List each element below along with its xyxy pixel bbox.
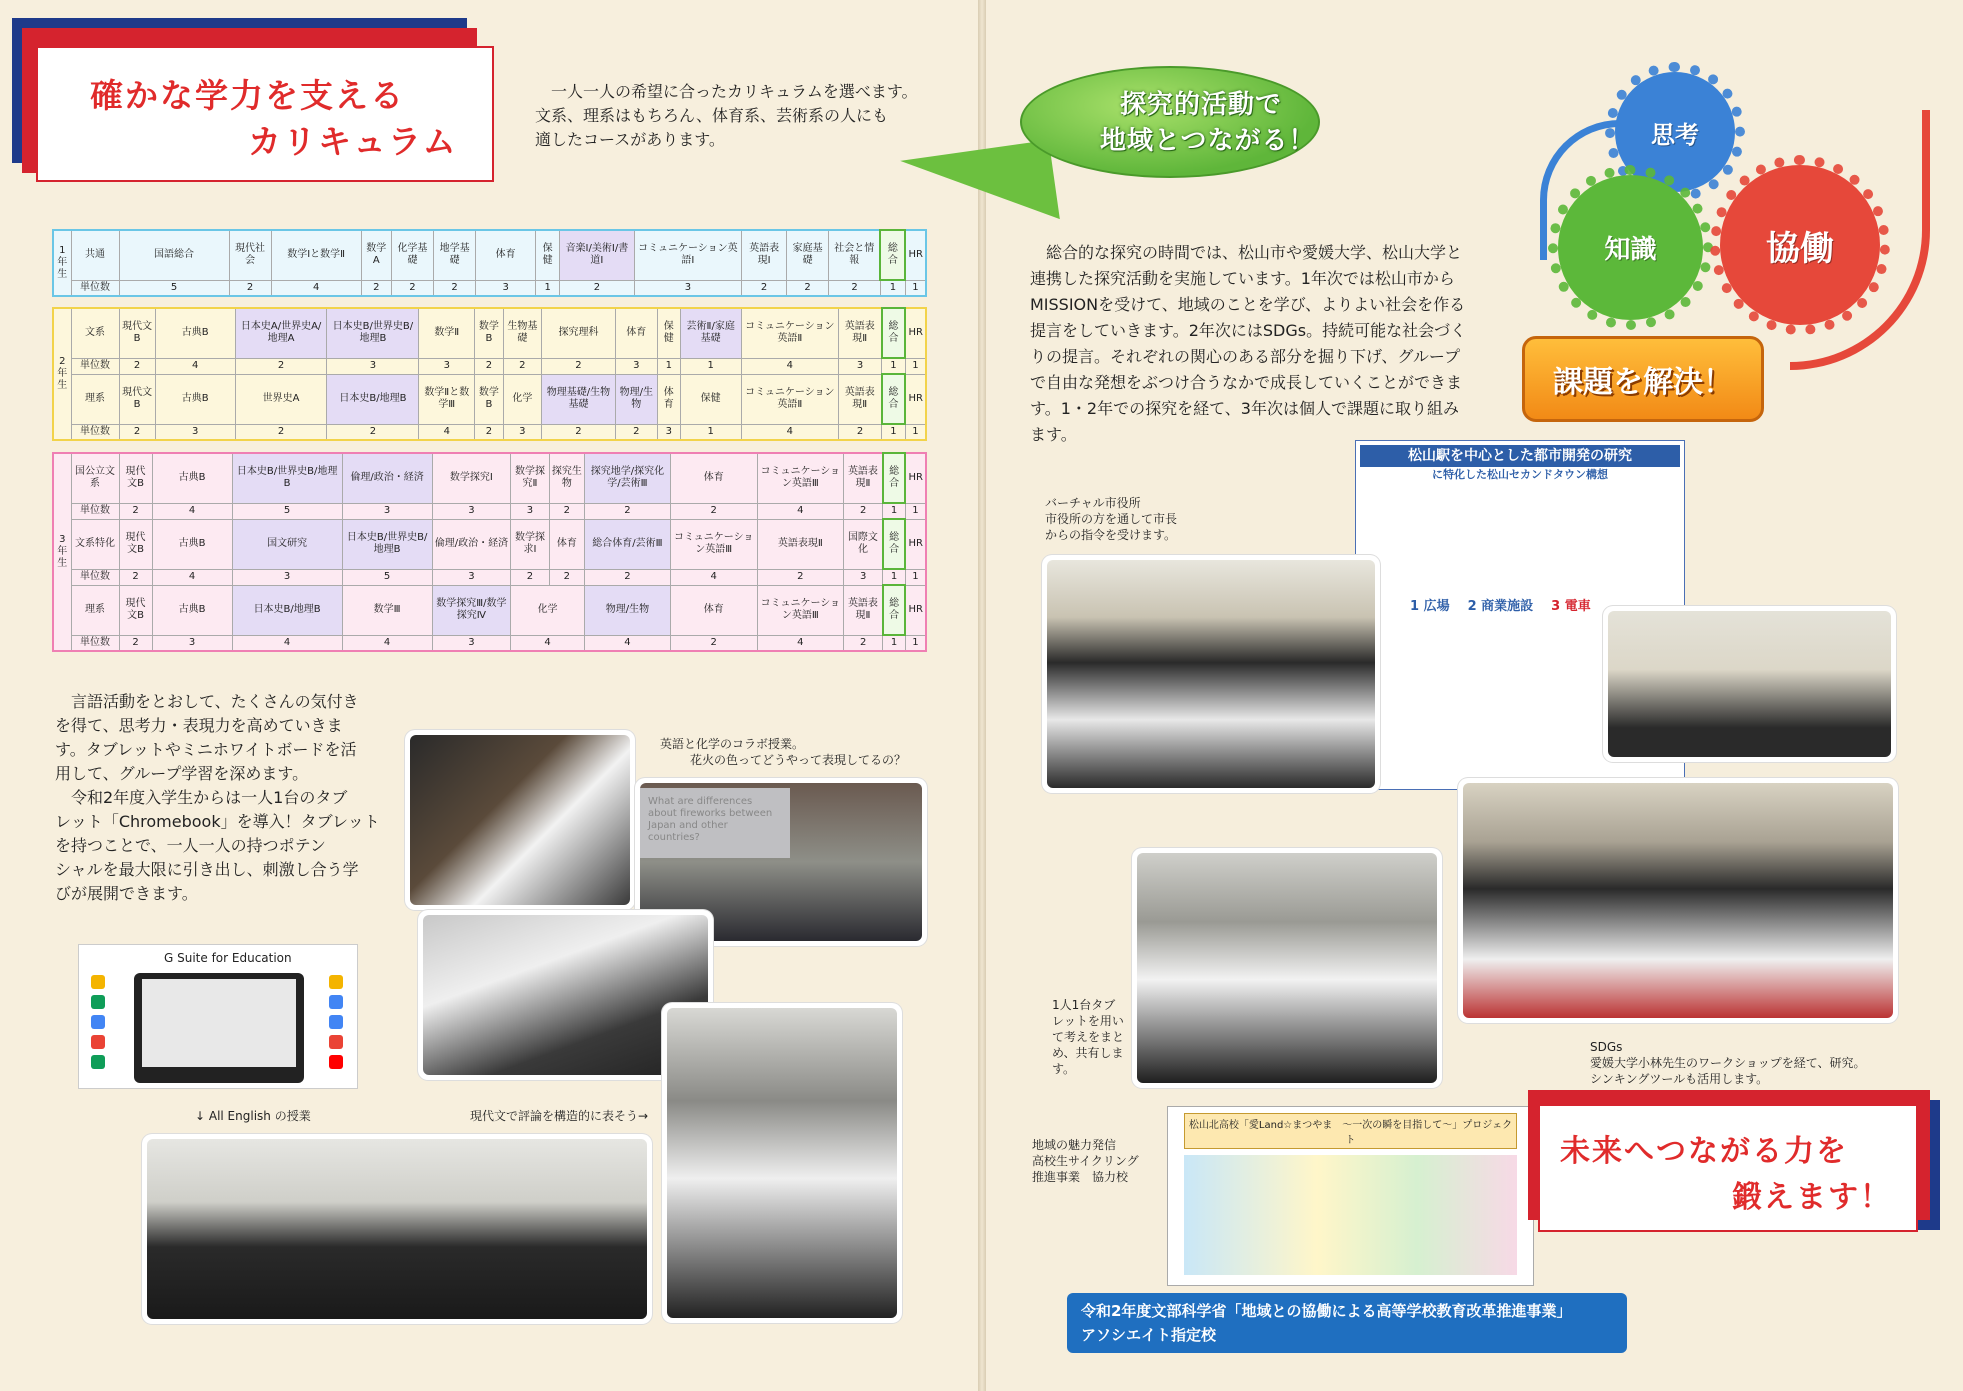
unit-cell: 1 [905, 280, 926, 296]
subject-cell: 化学 [503, 374, 542, 424]
unit-cell: 3 [155, 424, 235, 440]
unit-cell: 3 [615, 358, 657, 374]
subject-cell: 体育 [476, 230, 536, 280]
left-page [0, 0, 980, 1391]
unit-cell: 2 [503, 358, 542, 374]
curriculum-title-box [36, 46, 494, 182]
body-line: 連携した探究活動を実施しています。1年次では松山市から [1030, 269, 1455, 288]
grade-label: 3年生 [53, 453, 71, 651]
subject-cell: 古典B [155, 308, 235, 358]
subject-cell: 芸術Ⅱ/家庭基礎 [680, 308, 741, 358]
caption-line: バーチャル市役所 [1045, 496, 1141, 510]
unit-cell: 2 [119, 358, 155, 374]
subject-cell: 古典B [155, 374, 235, 424]
caption-line: レットを用い [1052, 1014, 1124, 1028]
subject-cell: 数学Ⅲ [342, 585, 432, 635]
grade-label: 1年生 [53, 230, 71, 296]
subject-cell: 体育 [670, 585, 757, 635]
subject-cell: 保健 [657, 308, 680, 358]
unit-cell: 2 [119, 635, 152, 651]
unit-cell: 2 [584, 569, 670, 585]
unit-cell: 1 [883, 503, 906, 519]
para-line: を持つことで、一人一人の持つポテン [55, 836, 326, 855]
unit-cell: 4 [155, 358, 235, 374]
para-line: びが展開できます。 [55, 884, 198, 903]
intro-line: 適したコースがあります。 [535, 130, 725, 149]
subject-cell: HR [905, 308, 926, 358]
units-label: 単位数 [71, 280, 119, 296]
caption-line: 愛媛大学小林先生のワークショップを経て、研究。 [1590, 1056, 1866, 1070]
unit-cell: 4 [152, 569, 232, 585]
subject-cell: 総合 [882, 374, 906, 424]
unit-cell: 3 [419, 358, 475, 374]
modern-japanese-caption: 現代文で評論を構造的に表そう→ [470, 1109, 649, 1123]
subject-cell: 英語表現Ⅱ [844, 585, 883, 635]
caption-line: 高校生サイクリング [1032, 1154, 1139, 1168]
curriculum-title-line2: カリキュラム [248, 122, 458, 161]
unit-cell: 3 [844, 569, 883, 585]
gear-knowledge-label: 知識 [1604, 235, 1657, 265]
subject-cell: 化学基礎 [391, 230, 433, 280]
gsuite-label: G Suite for Education [164, 951, 292, 965]
unit-cell: 2 [584, 503, 670, 519]
unit-cell: 3 [657, 424, 680, 440]
subject-cell: 音楽Ⅰ/美術Ⅰ/書道Ⅰ [560, 230, 634, 280]
unit-cell: 2 [844, 635, 883, 651]
unit-cell: 1 [657, 358, 680, 374]
unit-cell: 1 [880, 280, 905, 296]
poster-label: 2 商業施設 [1467, 599, 1534, 614]
unit-cell: 1 [905, 424, 926, 440]
subject-cell: 現代文B [119, 453, 152, 503]
subject-cell: 数学A [361, 230, 391, 280]
unit-cell: 2 [119, 424, 155, 440]
unit-cell: 2 [475, 424, 503, 440]
project-title: 松山北高校「愛Land☆まつやま ～一次の瞬を目指して～」プロジェクト [1184, 1113, 1517, 1149]
subject-cell: 総合 [883, 585, 906, 635]
future-title-line2: 鍛えます！ [1732, 1180, 1892, 1215]
unit-cell: 4 [152, 503, 232, 519]
caption-line: 地域の魅力発信 [1032, 1138, 1117, 1152]
caption-line: 市役所の方を通して市長 [1045, 512, 1178, 526]
subject-cell: 英語表現Ⅰ [742, 230, 787, 280]
unit-cell: 4 [670, 569, 757, 585]
subject-cell: 物理/生物 [584, 585, 670, 635]
subject-cell: 総合 [883, 519, 906, 569]
subject-cell: 現代文B [119, 585, 152, 635]
unit-cell: 2 [511, 569, 550, 585]
unit-cell: 2 [549, 569, 584, 585]
subject-cell: コミュニケーション英語Ⅱ [741, 374, 838, 424]
unit-cell: 4 [757, 503, 844, 519]
subject-cell: コミュニケーション英語Ⅱ [741, 308, 838, 358]
subject-cell: 数学Ⅱと数学Ⅲ [419, 374, 475, 424]
gsuite-box [78, 944, 358, 1089]
unit-cell: 1 [905, 358, 926, 374]
unit-cell: 1 [536, 280, 560, 296]
students-experiment-photo [405, 730, 635, 910]
subject-cell: 古典B [152, 585, 232, 635]
unit-cell: 2 [838, 424, 881, 440]
subject-cell: HR [905, 374, 926, 424]
unit-cell: 1 [905, 503, 926, 519]
para-line: 令和2年度入学生からは一人1台のタブ [71, 788, 348, 807]
caption-line: 1人1台タブ [1052, 998, 1116, 1012]
subject-cell: 現代文B [119, 374, 155, 424]
unit-cell: 3 [232, 569, 342, 585]
virtual-city-hall-caption [1045, 495, 1177, 543]
unit-cell: 3 [503, 424, 542, 440]
unit-cell: 2 [560, 280, 634, 296]
unit-cell: 1 [883, 569, 906, 585]
unit-cell: 4 [232, 635, 342, 651]
subject-cell: コミュニケーション英語Ⅲ [757, 585, 844, 635]
unit-cell: 3 [838, 358, 881, 374]
subject-cell: 生物基礎 [503, 308, 542, 358]
unit-cell: 3 [432, 503, 511, 519]
unit-cell: 4 [271, 280, 361, 296]
subject-cell: 数学Ⅰと数学Ⅱ [271, 230, 361, 280]
unit-cell: 3 [634, 280, 742, 296]
poster-title: 松山駅を中心とした都市開発の研究 [1360, 445, 1680, 467]
body-line: りの提言。それぞれの関心のある部分を掘り下げ、グループ [1030, 347, 1461, 366]
subject-cell: 英語表現Ⅱ [757, 519, 844, 569]
drive-icon [329, 975, 343, 989]
bubble-line1: 探究的活動で [1120, 90, 1283, 120]
subject-cell: 数学探究Ⅰ [432, 453, 511, 503]
unit-cell: 2 [235, 424, 327, 440]
para-line: 用して、グループ学習を深めます。 [55, 764, 309, 783]
designation-line: アソシエイト指定校 [1081, 1326, 1217, 1344]
unit-cell: 3 [432, 569, 511, 585]
course-category: 文系特化 [71, 519, 119, 569]
caption-line: め、共有しま [1052, 1046, 1124, 1060]
caption-line: シンキングツールも活用します。 [1590, 1072, 1769, 1086]
unit-cell: 2 [844, 503, 883, 519]
caption-line: SDGs [1590, 1040, 1623, 1054]
subject-cell: 体育 [670, 453, 757, 503]
unit-cell: 5 [119, 280, 229, 296]
subject-cell: 現代文B [119, 308, 155, 358]
unit-cell: 1 [680, 358, 741, 374]
subject-cell: 数学B [475, 374, 503, 424]
subject-cell: 日本史B/世界史B/地理B [327, 308, 419, 358]
subject-cell: 数学B [475, 308, 503, 358]
unit-cell: 2 [742, 280, 787, 296]
unit-cell: 1 [882, 358, 906, 374]
unit-cell: 2 [542, 358, 616, 374]
group-discussion-photo [662, 1003, 902, 1323]
all-english-caption: ↓ All English の授業 [195, 1109, 311, 1123]
unit-cell: 2 [235, 358, 327, 374]
subject-cell: 体育 [615, 308, 657, 358]
unit-cell: 2 [787, 280, 829, 296]
body-line: MISSIONを受けて、地域のことを学び、よりよい社会を作る [1030, 295, 1466, 314]
gear-collab-label: 協働 [1766, 228, 1834, 269]
unit-cell: 1 [882, 424, 906, 440]
docs-icon [91, 1015, 105, 1029]
course-category: 理系 [71, 585, 119, 635]
hangouts-icon [91, 1055, 105, 1069]
caption-line: 英語と化学のコラボ授業。 [660, 737, 805, 751]
inquiry-paragraph [1030, 240, 1500, 448]
unit-cell: 2 [757, 569, 844, 585]
projector-screen: What are differences about fireworks between Japan and other countries? [640, 788, 790, 858]
all-english-class-photo [142, 1134, 652, 1324]
unit-cell: 3 [327, 358, 419, 374]
virtual-city-hall-photo [1042, 555, 1380, 793]
subject-cell: 古典B [152, 453, 232, 503]
unit-cell: 3 [152, 635, 232, 651]
course-category: 文系 [71, 308, 119, 358]
subject-cell: 地学基礎 [434, 230, 476, 280]
subject-cell: コミュニケーション英語Ⅰ [634, 230, 742, 280]
unit-cell: 2 [475, 358, 503, 374]
unit-cell: 4 [741, 358, 838, 374]
subject-cell: 日本史A/世界史A/地理A [235, 308, 327, 358]
tablet-caption [1052, 997, 1124, 1077]
subject-cell: 古典B [152, 519, 232, 569]
unit-cell: 1 [905, 635, 926, 651]
solve-problem-banner: 課題を解決！ [1522, 336, 1764, 422]
subject-cell: 英語表現Ⅱ [838, 308, 881, 358]
poster-label: 3 電車 [1551, 599, 1591, 614]
future-title-box [1538, 1104, 1918, 1232]
poster-label: 1 広場 [1410, 599, 1450, 614]
subject-cell: 社会と情報 [829, 230, 881, 280]
unit-cell: 2 [229, 280, 271, 296]
unit-cell: 3 [342, 503, 432, 519]
subject-cell: 日本史B/世界史B/地理B [342, 519, 432, 569]
unit-cell: 2 [327, 424, 419, 440]
language-activity-paragraph [55, 690, 395, 906]
docs-icon [329, 995, 343, 1009]
subject-cell: コミュニケーション英語Ⅲ [670, 519, 757, 569]
curriculum-intro [535, 80, 955, 152]
subject-cell: 物理/生物 [615, 374, 657, 424]
caption-line: て考えをまと [1052, 1030, 1125, 1044]
subject-cell: 数学探求Ⅰ [511, 519, 550, 569]
curriculum-table-year1 [52, 229, 927, 297]
body-line: す。1・2年での探究を経て、3年次は個人で課題に取り組み [1030, 399, 1459, 418]
gear-think-label: 思考 [1651, 120, 1699, 149]
subject-cell: HR [905, 453, 926, 503]
subject-cell: 体育 [549, 519, 584, 569]
subject-cell: 現代社会 [229, 230, 271, 280]
curriculum-table-year3 [52, 452, 927, 652]
course-category: 国公立文系 [71, 453, 119, 503]
unit-cell: 2 [434, 280, 476, 296]
youtube-icon [329, 1055, 343, 1069]
para-line: シャルを最大限に引き出し、刺激し合う学 [55, 860, 359, 879]
poster-subtitle: に特化した松山セカンドタウン構想 [1432, 468, 1608, 481]
keep-icon [91, 975, 105, 989]
units-label: 単位数 [71, 424, 119, 440]
body-line: 提言をしていきます。2年次にはSDGs。持続可能な社会づく [1030, 321, 1467, 340]
chromebook-icon [134, 973, 304, 1083]
course-category: 共通 [71, 230, 119, 280]
subject-cell: 数学Ⅱ [419, 308, 475, 358]
para-line: 言語活動をとおして、たくさんの気付き [71, 692, 359, 711]
subject-cell: 数学探究Ⅱ [511, 453, 550, 503]
subject-cell: 現代文B [119, 519, 152, 569]
gear-collab-icon [1720, 165, 1880, 325]
subject-cell: 日本史B/地理B [327, 374, 419, 424]
subject-cell: 国語総合 [119, 230, 229, 280]
subject-cell: 英語表現Ⅱ [844, 453, 883, 503]
unit-cell: 2 [361, 280, 391, 296]
unit-cell: 3 [511, 503, 550, 519]
bubble-line2: 地域とつながる！ [1100, 126, 1316, 156]
unit-cell: 2 [549, 503, 584, 519]
subject-cell: 家庭基礎 [787, 230, 829, 280]
cycling-caption [1032, 1137, 1139, 1185]
para-line: を得て、思考力・表現力を高めていきま [55, 716, 343, 735]
unit-cell: 2 [670, 503, 757, 519]
unit-cell: 2 [119, 569, 152, 585]
unit-cell: 1 [905, 569, 926, 585]
subject-cell: 国文研究 [232, 519, 342, 569]
subject-cell: 総合 [883, 453, 906, 503]
body-line: 総合的な探究の時間では、松山市や愛媛大学、松山大学と [1046, 243, 1463, 262]
subject-cell: HR [905, 585, 926, 635]
subject-cell: 倫理/政治・経済 [342, 453, 432, 503]
intro-line: 一人一人の希望に合ったカリキュラムを選べます。 [551, 82, 918, 101]
unit-cell: 5 [232, 503, 342, 519]
sheets-icon [91, 995, 105, 1009]
unit-cell: 1 [680, 424, 741, 440]
subject-cell: 総合 [880, 230, 905, 280]
unit-cell: 2 [670, 635, 757, 651]
caption-line: 花火の色ってどうやって表現してるの？ [690, 753, 907, 767]
unit-cell: 3 [432, 635, 511, 651]
collab-class-caption [660, 736, 906, 768]
units-label: 単位数 [71, 635, 119, 651]
unit-cell: 3 [476, 280, 536, 296]
subject-cell: 探究理科 [542, 308, 616, 358]
subject-cell: 総合体育/芸術Ⅲ [584, 519, 670, 569]
subject-cell: 探究生物 [549, 453, 584, 503]
subject-cell: 保健 [536, 230, 560, 280]
unit-cell: 2 [542, 424, 616, 440]
unit-cell: 4 [757, 635, 844, 651]
sdgs-caption [1590, 1039, 1866, 1087]
curriculum-title-line1: 確かな学力を支える [90, 76, 405, 115]
body-line: ます。 [1030, 425, 1077, 444]
gmail-icon [329, 1035, 343, 1049]
subject-cell: 倫理/政治・経済 [432, 519, 511, 569]
subject-cell: 日本史B/世界史B/地理B [232, 453, 342, 503]
future-title-line1: 未来へつながる力を [1560, 1134, 1848, 1169]
units-label: 単位数 [71, 503, 119, 519]
project-poster [1167, 1106, 1534, 1286]
calendar-icon [329, 1015, 343, 1029]
unit-cell: 2 [391, 280, 433, 296]
subject-cell: 日本史B/地理B [232, 585, 342, 635]
speech-bubble [1020, 66, 1320, 178]
unit-cell: 1 [883, 635, 906, 651]
subject-cell: 化学 [511, 585, 585, 635]
subject-cell: HR [905, 519, 926, 569]
caption-line: からの指令を受けます。 [1045, 528, 1177, 542]
para-line: す。タブレットやミニホワイトボードを活 [55, 740, 357, 759]
designation-line: 令和2年度文部科学省「地域との協働による高等学校教育改革推進事業」 [1081, 1302, 1572, 1320]
body-line: で自由な発想をぶつけ合うなかで成長していくことができま [1030, 373, 1463, 392]
unit-cell: 4 [741, 424, 838, 440]
intro-line: 文系、理系はもちろん、体育系、芸術系の人にも [535, 106, 888, 125]
unit-cell: 4 [584, 635, 670, 651]
subject-cell: 総合 [882, 308, 906, 358]
subject-cell: 探究地学/探究化学/芸術Ⅲ [584, 453, 670, 503]
unit-cell: 2 [615, 424, 657, 440]
course-category: 理系 [71, 374, 119, 424]
presentation-photo [1603, 606, 1896, 762]
curriculum-table-year2 [52, 307, 927, 441]
unit-cell: 5 [342, 569, 432, 585]
unit-cell: 4 [511, 635, 585, 651]
caption-line: 推進事業 協力校 [1032, 1170, 1129, 1184]
subject-cell: 保健 [680, 374, 741, 424]
unit-cell: 4 [342, 635, 432, 651]
gear-knowledge-icon [1558, 175, 1703, 320]
subject-cell: 体育 [657, 374, 680, 424]
unit-cell: 2 [119, 503, 152, 519]
unit-cell: 4 [419, 424, 475, 440]
subject-cell: 世界史A [235, 374, 327, 424]
caption-line: す。 [1052, 1062, 1076, 1076]
subject-cell: コミュニケーション英語Ⅲ [757, 453, 844, 503]
units-label: 単位数 [71, 569, 119, 585]
subject-cell: 英語表現Ⅱ [838, 374, 881, 424]
subject-cell: 数学探究Ⅲ/数学探究Ⅳ [432, 585, 511, 635]
subject-cell: 物理基礎/生物基礎 [542, 374, 616, 424]
para-line: レット「Chromebook」を導入！タブレット [55, 812, 380, 831]
subject-cell: 国際文化 [844, 519, 883, 569]
tablet-class-photo [1132, 848, 1442, 1088]
unit-cell: 2 [829, 280, 881, 296]
units-label: 単位数 [71, 358, 119, 374]
sdgs-workshop-photo [1458, 778, 1898, 1023]
photos-icon [91, 1035, 105, 1049]
grade-label: 2年生 [53, 308, 71, 440]
subject-cell: HR [905, 230, 926, 280]
designation-banner [1067, 1293, 1627, 1353]
project-diagram [1184, 1155, 1517, 1275]
